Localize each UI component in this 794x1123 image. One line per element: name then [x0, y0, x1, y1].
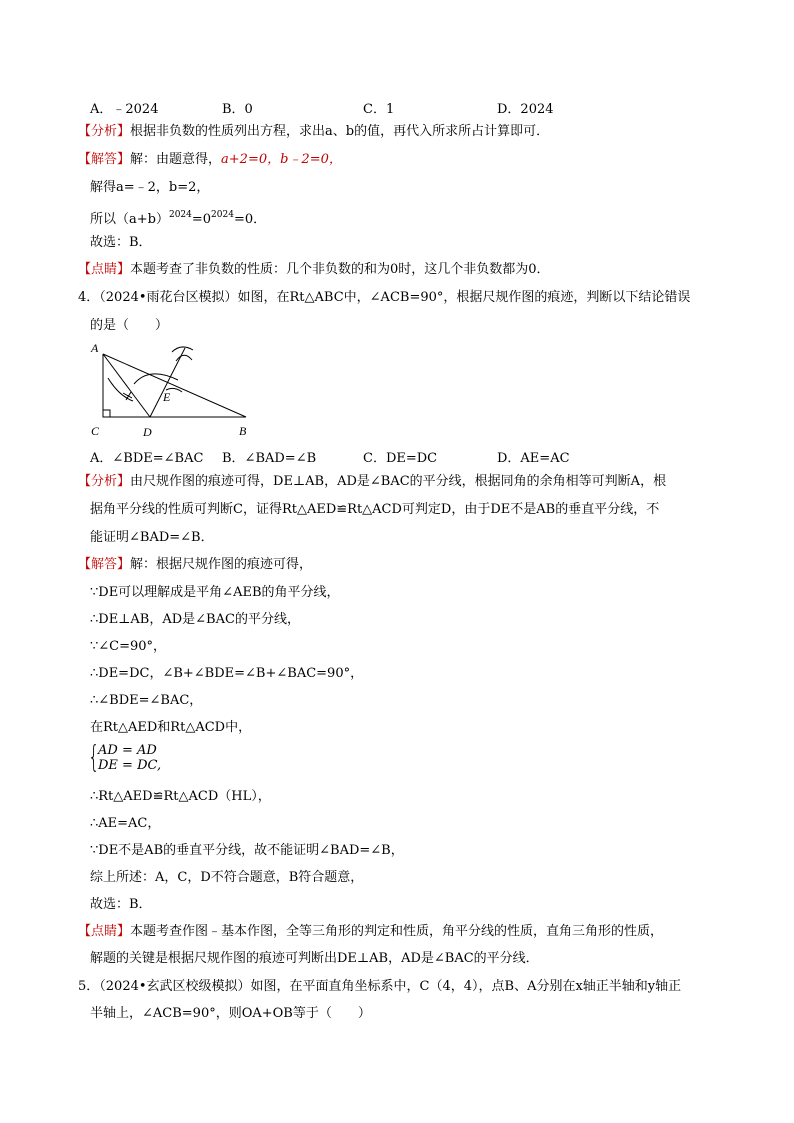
- answer-lead: 解：由题意得，: [130, 152, 222, 167]
- q4-option-b: B．∠BAD=∠B: [222, 451, 317, 466]
- q4-step3: ∵∠C=90°，: [90, 639, 167, 654]
- option-b: B．0: [222, 102, 253, 117]
- q3-answer: [78, 152, 342, 168]
- q4-step5: ∴∠BDE=∠BAC，: [90, 693, 203, 708]
- comment-tag: 【点睛】: [78, 924, 131, 939]
- answer-text: 解：根据尺规作图的痕迹可得，: [130, 557, 313, 572]
- q4-analysis-line2: 据角平分线的性质可判断C，证得Rt△AED≌Rt△ACD可判定D，由于DE不是AB的垂直平分线，不: [90, 502, 660, 517]
- q4-stem-line1: 4．（2024•雨花台区模拟）如图，在Rt△ABC中，∠ACB=90°，根据尺规作图的痕迹，判断以下结论错误: [78, 290, 691, 305]
- construction-arc-4: [172, 347, 193, 352]
- q4-step10: 综上所述：A，C，D不符合题意，B符合题意，: [90, 870, 364, 885]
- q4-analysis-line3: 能证明∠BAD=∠B．: [90, 530, 214, 545]
- q4-stem-line2: 的是（ ）: [90, 318, 169, 333]
- line3-mid: =0: [191, 212, 212, 227]
- option-c: C．1: [363, 102, 395, 117]
- q3-line2: 解得a=﹣2，b=2，: [90, 180, 210, 195]
- q4-step9: ∵DE不是AB的垂直平分线，故不能证明∠BAD=∠B，: [90, 843, 404, 858]
- q4-figure: [86, 338, 256, 438]
- q4-answer: [78, 557, 312, 573]
- right-angle-mark: [103, 410, 110, 417]
- analysis-text: 根据非负数的性质列出方程，求出a、b的值，再代入所求所占计算即可．: [130, 124, 550, 139]
- q4-option-a: A．∠BDE=∠BAC: [90, 451, 204, 466]
- q3-analysis: [78, 124, 549, 140]
- option-a: A．﹣2024: [90, 102, 159, 117]
- q4-step7: ∴Rt△AED≌Rt△ACD（HL），: [90, 789, 271, 804]
- segment-ad: [103, 354, 150, 417]
- line3-pre: 所以（a+b）: [90, 212, 169, 227]
- label-e: E: [163, 390, 171, 404]
- comment-text: 本题考查了非负数的性质：几个非负数的和为0时，这几个非负数都为0．: [130, 262, 550, 277]
- side-ab: [103, 354, 246, 417]
- q4-step8: ∴AE=AC，: [90, 816, 161, 831]
- q4-step4: ∴DE=DC，∠B+∠BDE=∠B+∠BAC=90°，: [90, 666, 364, 681]
- line3-exp2: 2024: [211, 210, 234, 220]
- system-eq-2: DE = DC,: [98, 758, 162, 773]
- q5-stem-line1: 5．（2024•玄武区校级模拟）如图，在平面直角坐标系中，C（4，4），点B、A分别在x轴正半轴和y轴正: [78, 979, 682, 994]
- label-d: D: [143, 425, 152, 438]
- analysis-tag: 【分析】: [78, 474, 131, 489]
- q4-comment-line2: 解题的关键是根据尺规作图的痕迹可判断出DE⊥AB，AD是∠BAC的平分线．: [90, 951, 539, 966]
- option-d: D．2024: [497, 102, 554, 117]
- label-c: C: [91, 424, 100, 438]
- label-a: A: [91, 341, 99, 355]
- q4-step6: 在Rt△AED和Rt△ACD中，: [90, 720, 252, 735]
- line3-exp1: 2024: [168, 210, 192, 220]
- segment-de: [150, 348, 185, 417]
- q4-option-d: D．AE=AC: [497, 451, 570, 466]
- line3-post: =0．: [233, 212, 267, 227]
- q4-comment-line1: [78, 924, 663, 940]
- answer-tag: 【解答】: [78, 152, 131, 167]
- answer-tag: 【解答】: [78, 557, 131, 572]
- system-eq-1: AD = AD: [98, 743, 157, 758]
- q4-analysis-line1: [78, 474, 666, 490]
- answer-eq: a+2=0，b﹣2=0，: [221, 152, 342, 167]
- q3-comment: [78, 262, 550, 278]
- q3-line3: [90, 207, 266, 228]
- q5-stem-line2: 半轴上，∠ACB=90°，则OA+OB等于（ ）: [90, 1006, 371, 1021]
- comment-text: 本题考查作图﹣基本作图，全等三角形的判定和性质，角平分线的性质，直角三角形的性质，: [130, 924, 664, 939]
- label-b: B: [239, 424, 247, 438]
- analysis-tag: 【分析】: [78, 124, 131, 139]
- q4-choice: 故选：B．: [90, 897, 152, 912]
- comment-tag: 【点睛】: [78, 262, 131, 277]
- q4-step1: ∵DE可以理解成是平角∠AEB的角平分线，: [90, 585, 340, 600]
- equation-brace: {: [88, 740, 100, 775]
- q4-step2: ∴DE⊥AB，AD是∠BAC的平分线，: [90, 612, 300, 627]
- q3-choice: 故选：B．: [90, 235, 152, 250]
- analysis-text: 由尺规作图的痕迹可得，DE⊥AB，AD是∠BAC的平分线，根据同角的余角相等可判断A，根: [130, 474, 667, 489]
- q4-option-c: C．DE=DC: [363, 451, 438, 466]
